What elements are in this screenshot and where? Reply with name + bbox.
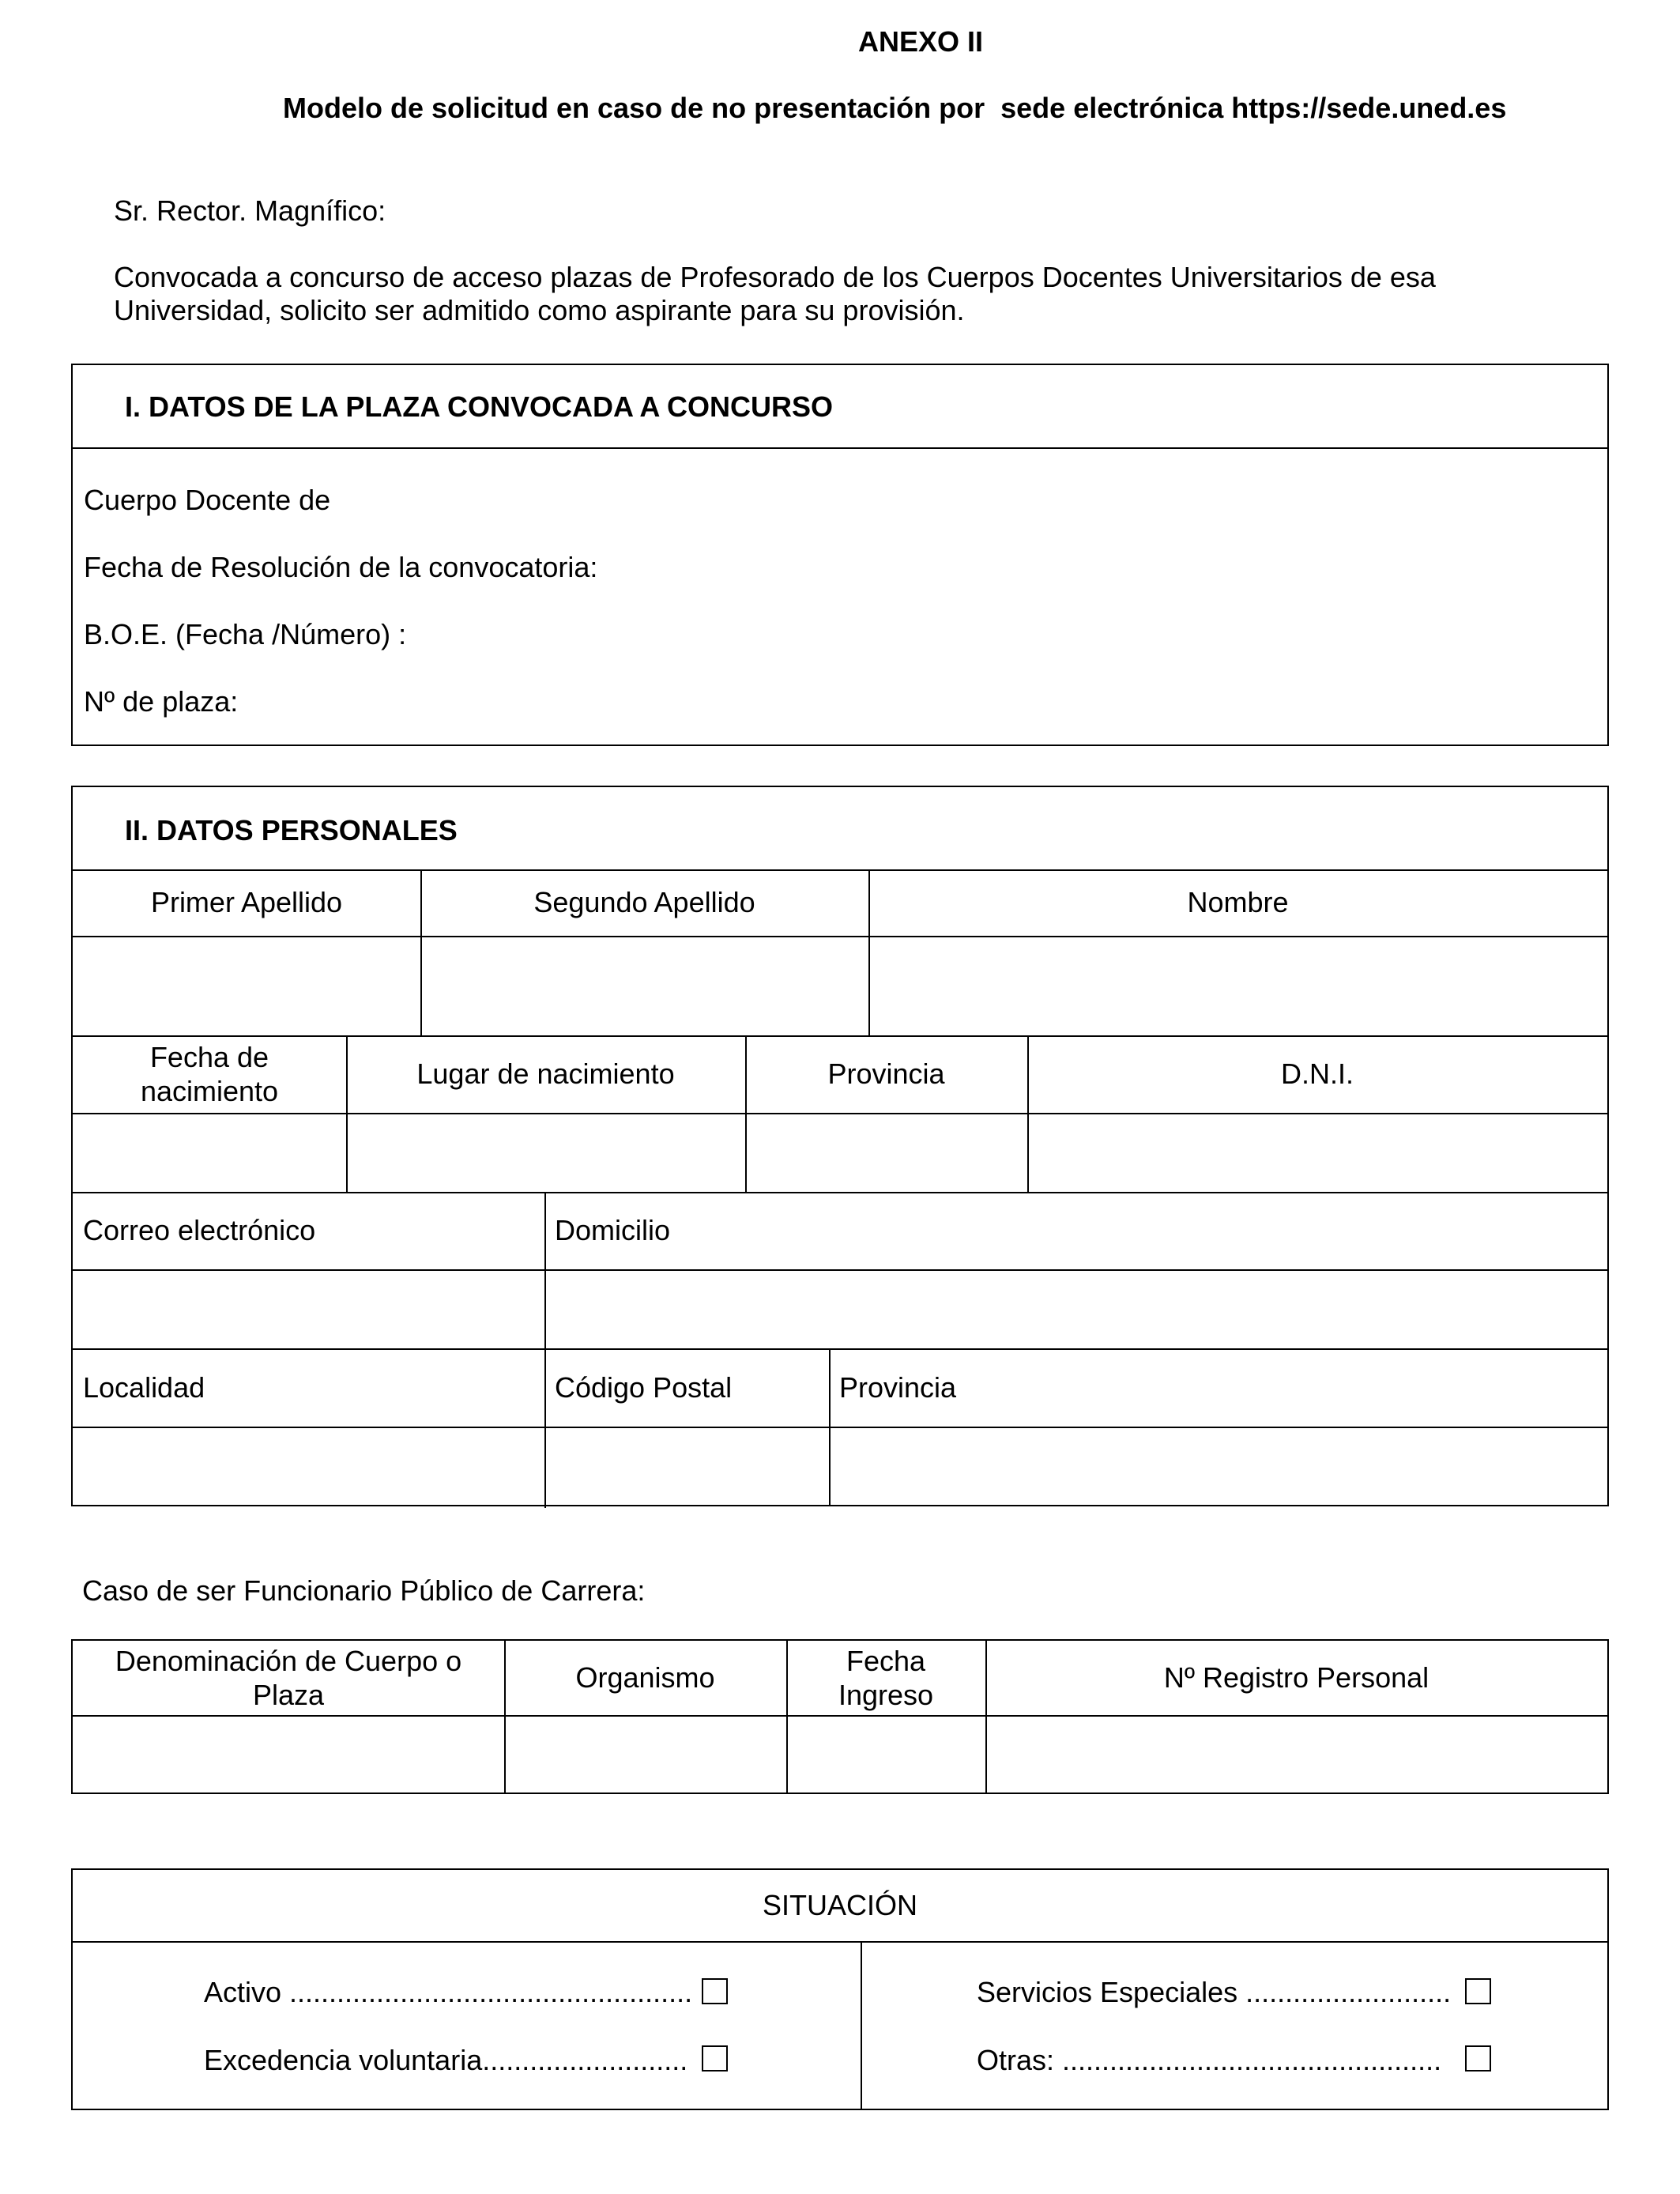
input-dni[interactable]: [1027, 1113, 1607, 1192]
intro-line-2: Universidad, solicito ser admitido como aspirante para su provisión.: [114, 294, 965, 326]
input-segundo-apellido[interactable]: [420, 936, 868, 1035]
header-domicilio: Domicilio: [555, 1214, 671, 1247]
header-fecha-nacimiento: Fecha de nacimiento: [140, 1040, 279, 1107]
header-provincia-domicilio: Provincia: [839, 1370, 957, 1404]
header-registro-personal: Nº Registro Personal: [1163, 1661, 1430, 1695]
checkbox-activo[interactable]: [702, 1978, 728, 2004]
input-organismo[interactable]: [504, 1715, 786, 1793]
header-fecha-ingreso: Fecha Ingreso: [838, 1644, 934, 1711]
input-domicilio[interactable]: [544, 1269, 1607, 1348]
input-primer-apellido[interactable]: [73, 936, 420, 1035]
section-personal-heading: II. DATOS PERSONALES: [125, 814, 458, 846]
situacion-heading: SITUACIÓN: [762, 1889, 917, 1922]
section-plaza-heading: I. DATOS DE LA PLAZA CONVOCADA A CONCURSO: [125, 390, 834, 423]
input-nombre[interactable]: [868, 936, 1607, 1035]
input-lugar-nacimiento[interactable]: [346, 1113, 745, 1192]
input-denominacion[interactable]: [73, 1715, 504, 1793]
input-registro-personal[interactable]: [985, 1715, 1607, 1793]
checkbox-excedencia[interactable]: [702, 2045, 728, 2071]
input-correo[interactable]: [73, 1269, 544, 1348]
field-boe[interactable]: B.O.E. (Fecha /Número) :: [84, 618, 407, 650]
input-fecha-nacimiento[interactable]: [73, 1113, 346, 1192]
form-subtitle: Modelo de solicitud en caso de no presentación por sede electrónica https://sede.uned.es: [283, 92, 1507, 124]
field-cuerpo-docente[interactable]: Cuerpo Docente de: [84, 484, 331, 516]
input-provincia-nacimiento[interactable]: [745, 1113, 1027, 1192]
career-label: Caso de ser Funcionario Público de Carrera:: [82, 1574, 646, 1607]
header-provincia-nacimiento: Provincia: [827, 1057, 945, 1091]
header-segundo-apellido: Segundo Apellido: [533, 886, 755, 919]
option-activo-label: Activo ...................................................: [204, 1976, 693, 2008]
header-organismo: Organismo: [575, 1661, 715, 1695]
header-nombre: Nombre: [1187, 886, 1289, 919]
option-excedencia-label: Excedencia voluntaria..........................: [204, 2044, 688, 2076]
career-table: [71, 1639, 1609, 1794]
checkbox-otras[interactable]: [1465, 2045, 1491, 2071]
checkbox-servicios-especiales[interactable]: [1465, 1978, 1491, 2004]
header-primer-apellido: Primer Apellido: [150, 886, 343, 919]
header-lugar-nacimiento: Lugar de nacimiento: [416, 1057, 675, 1091]
input-codigo-postal[interactable]: [544, 1427, 829, 1505]
annex-title: ANEXO II: [857, 25, 984, 58]
input-provincia-domicilio[interactable]: [829, 1427, 1607, 1505]
section-plaza: [71, 364, 1609, 746]
field-numero-plaza[interactable]: Nº de plaza:: [84, 685, 239, 718]
situacion-box: [71, 1868, 1609, 2110]
salutation: Sr. Rector. Magnífico:: [114, 194, 386, 227]
field-fecha-resolucion[interactable]: Fecha de Resolución de la convocatoria:: [84, 551, 598, 583]
option-servicios-especiales-label: Servicios Especiales ..........................: [977, 1976, 1452, 2008]
header-codigo-postal: Código Postal: [555, 1370, 733, 1404]
input-localidad[interactable]: [73, 1427, 544, 1505]
option-otras-label: Otras: ................................................: [977, 2044, 1442, 2076]
header-denominacion: Denominación de Cuerpo o Plaza: [115, 1644, 462, 1711]
section-datos-personales: [71, 786, 1609, 1506]
intro-line-1: Convocada a concurso de acceso plazas de Profesorado de los Cuerpos Docentes Universitarios de esa: [114, 261, 1436, 293]
header-dni: D.N.I.: [1280, 1057, 1354, 1091]
header-correo: Correo electrónico: [83, 1214, 316, 1247]
header-localidad: Localidad: [83, 1370, 205, 1404]
input-fecha-ingreso[interactable]: [786, 1715, 985, 1793]
